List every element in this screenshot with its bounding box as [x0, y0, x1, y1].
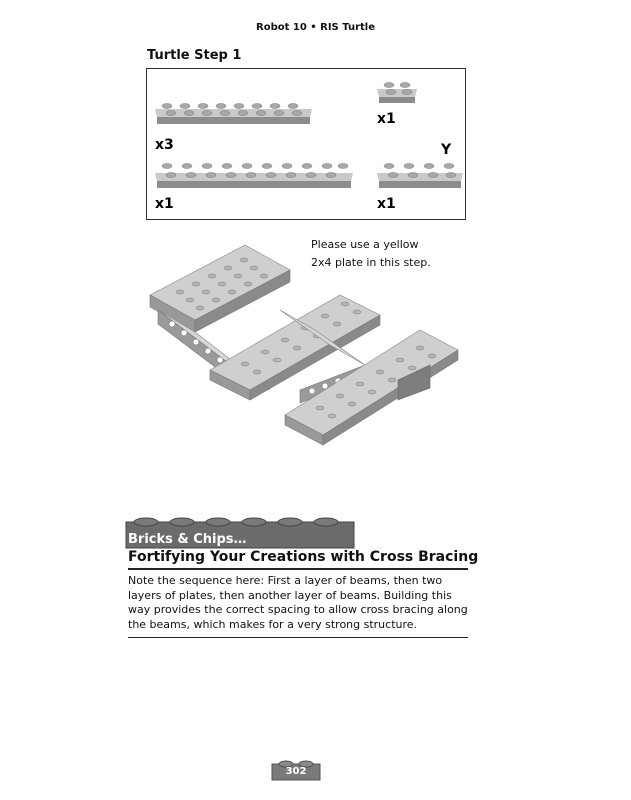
qty-2x2: x1 [377, 111, 396, 127]
sidebar-heading: Fortifying Your Creations with Cross Bracing [128, 549, 479, 565]
qty-2x8: x3 [155, 137, 174, 153]
qty-1x10: x1 [155, 196, 174, 212]
plate-2x2-icon [377, 83, 417, 104]
plate-2x4-icon [377, 164, 463, 189]
yellow-color-code: Y [441, 142, 452, 158]
plate-2x8-icon [155, 104, 312, 125]
parts-list-box [146, 68, 466, 220]
note-line-2: 2x4 plate in this step. [311, 256, 431, 269]
parts-illustration [147, 69, 465, 219]
running-header: Robot 10 • RIS Turtle [256, 22, 375, 33]
sidebar-bottom-rule [128, 637, 468, 638]
page-number: 302 [285, 766, 307, 777]
sidebar-label: Bricks & Chips… [128, 532, 247, 547]
plate-1x10-icon [155, 164, 353, 189]
note-line-1: Please use a yellow [311, 238, 419, 251]
step-title: Turtle Step 1 [147, 48, 242, 63]
sidebar-body-text: Note the sequence here: First a layer of beams, then two layers of plates, then another layer of beams. Building this way provides the correct spacing to allow cross bracing along the beams, which makes for a very strong structure. [128, 574, 468, 631]
qty-2x4: x1 [377, 196, 396, 212]
sidebar-top-rule [128, 568, 468, 570]
assembly-illustration [140, 240, 470, 450]
